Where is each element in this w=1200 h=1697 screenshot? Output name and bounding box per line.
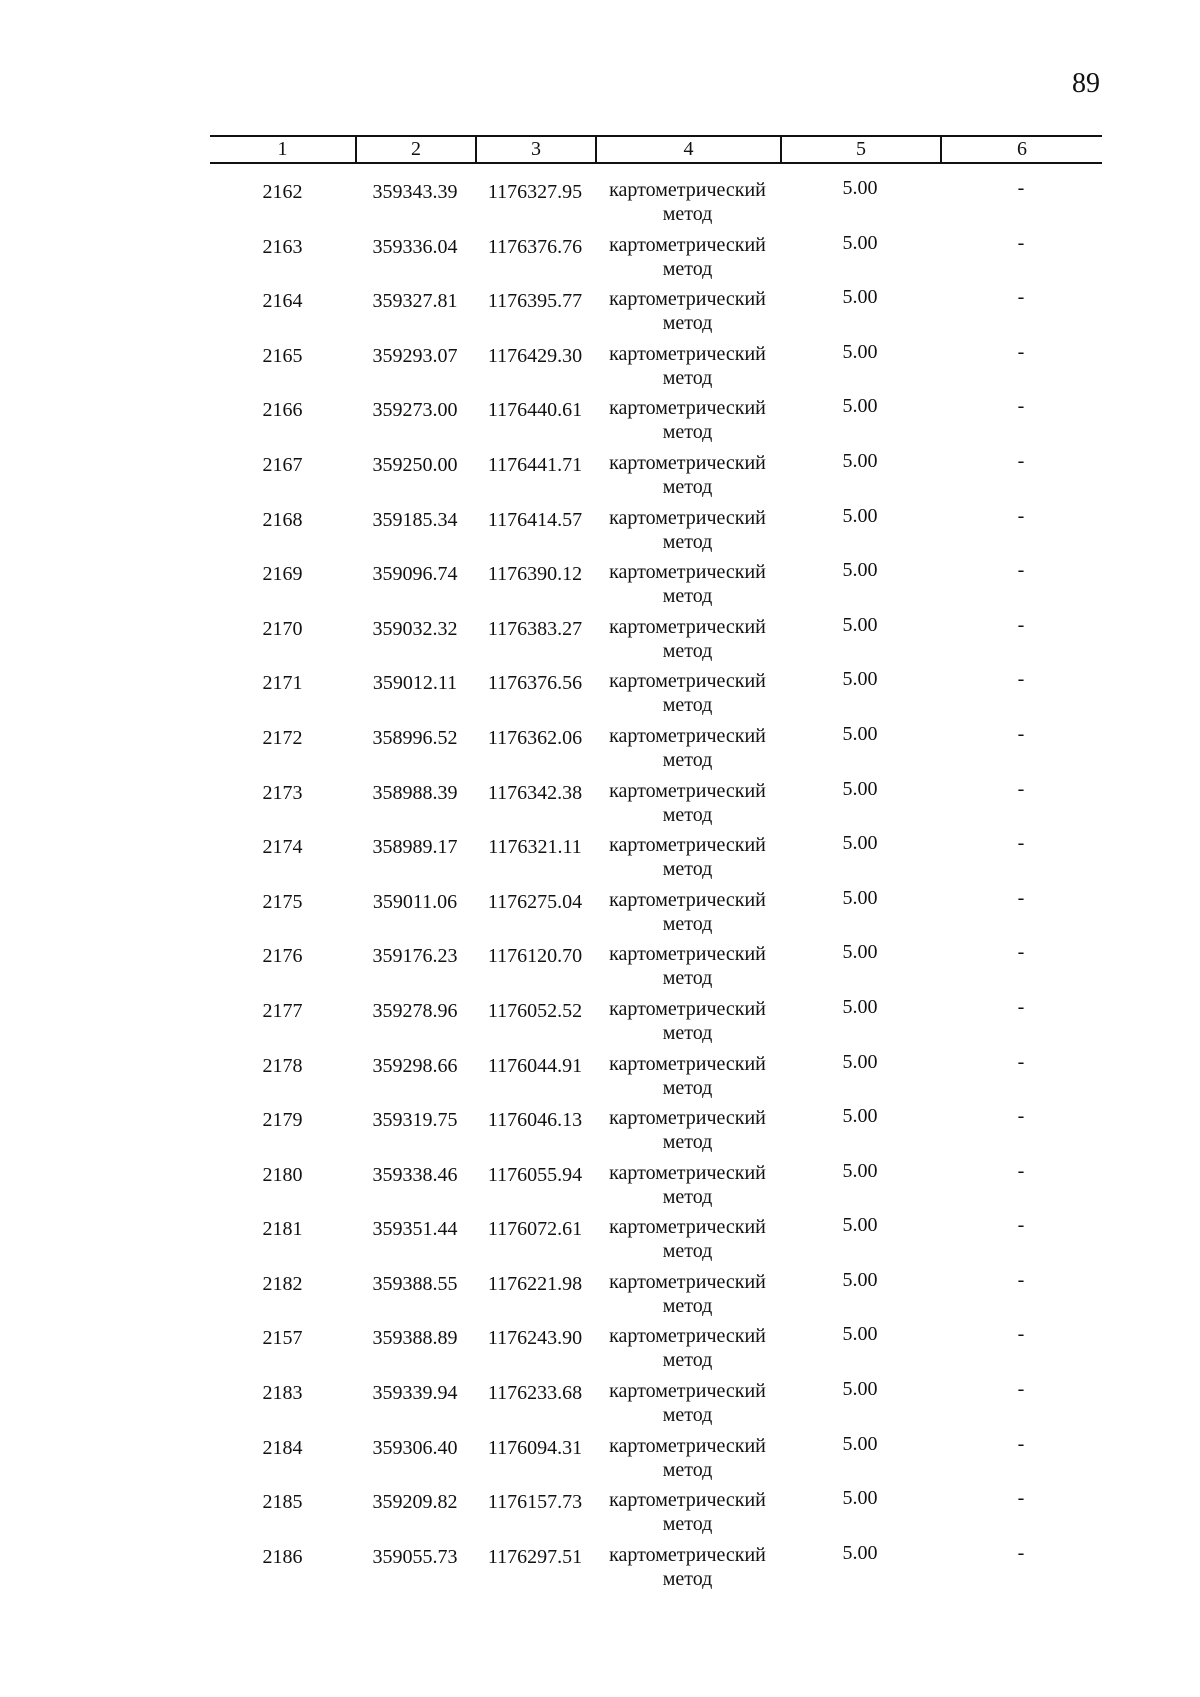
method-line-1: картометрический: [609, 1161, 766, 1184]
point-number: 2174: [262, 836, 303, 859]
note-value: -: [1017, 395, 1025, 418]
header-cell-5: 5: [780, 137, 940, 162]
coordinate-y: 1176297.51: [487, 1545, 583, 1568]
method-line-2: метод: [662, 1076, 713, 1099]
method-line-1: картометрический: [609, 943, 766, 966]
method-line-1: картометрический: [609, 834, 766, 857]
accuracy-value: 5.00: [842, 995, 878, 1018]
coordinate-y: 1176441.71: [487, 453, 583, 476]
table-row: [210, 219, 1102, 280]
point-number: 2185: [262, 1491, 303, 1514]
method-line-2: метод: [662, 366, 713, 389]
coordinate-y: 1176275.04: [487, 890, 583, 913]
coordinate-x: 359209.82: [372, 1491, 458, 1514]
table-row: [210, 382, 1102, 444]
accuracy-value: 5.00: [842, 231, 878, 254]
table-row: [210, 1529, 1102, 1590]
method-line-1: картометрический: [609, 670, 766, 693]
coordinate-x: 359011.06: [372, 890, 458, 913]
method-line-1: картометрический: [609, 397, 766, 420]
accuracy-value: 5.00: [842, 449, 878, 472]
coordinate-y: 1176157.73: [487, 1491, 583, 1514]
method-line-1: картометрический: [609, 342, 766, 365]
method-line-2: метод: [662, 694, 713, 717]
method-line-2: метод: [662, 1458, 713, 1481]
method-line-1: картометрический: [609, 288, 766, 311]
point-number: 2167: [262, 453, 303, 476]
coordinate-y: 1176094.31: [487, 1436, 583, 1459]
coordinate-y: 1176327.95: [487, 181, 583, 203]
note-value: -: [1017, 504, 1025, 527]
coordinate-y: 1176376.76: [487, 235, 583, 258]
coordinate-x: 359096.74: [372, 563, 458, 586]
coordinate-x: 359388.89: [372, 1327, 458, 1350]
note-value: -: [1017, 1541, 1025, 1564]
table-row: [210, 164, 1102, 225]
point-number: 2170: [262, 617, 303, 640]
coordinate-y: 1176120.70: [487, 945, 583, 968]
note-value: -: [1017, 1378, 1025, 1401]
method-line-2: метод: [662, 312, 713, 335]
method-line-2: метод: [662, 803, 713, 826]
table-row: [210, 1147, 1102, 1208]
table-row: [210, 819, 1102, 881]
method-line-2: метод: [662, 1513, 713, 1536]
method-line-2: метод: [662, 967, 713, 990]
coordinate-x: 359012.11: [372, 672, 458, 695]
point-number: 2162: [262, 181, 303, 203]
point-number: 2183: [262, 1382, 303, 1405]
point-number: 2163: [262, 235, 303, 258]
point-number: 2172: [262, 726, 303, 749]
table-row: [210, 1474, 1102, 1536]
accuracy-value: 5.00: [842, 286, 878, 309]
point-number: 2164: [262, 290, 303, 313]
point-number: 2175: [262, 890, 303, 913]
coordinate-x: 359327.81: [372, 290, 458, 313]
note-value: -: [1017, 613, 1025, 636]
coordinate-y: 1176390.12: [487, 563, 583, 586]
note-value: -: [1017, 1050, 1025, 1073]
method-line-1: картометрический: [609, 615, 766, 638]
table-row: [210, 328, 1102, 389]
accuracy-value: 5.00: [842, 1541, 878, 1564]
coordinate-x: 358989.17: [372, 836, 458, 859]
header-cell-6: 6: [940, 137, 1102, 162]
point-number: 2157: [262, 1327, 303, 1350]
accuracy-value: 5.00: [842, 1050, 878, 1073]
point-number: 2182: [262, 1272, 303, 1295]
method-line-1: картометрический: [609, 1543, 766, 1566]
point-number: 2176: [262, 945, 303, 968]
note-value: -: [1017, 777, 1025, 800]
method-line-1: картометрический: [609, 1434, 766, 1457]
table-row: [210, 1420, 1102, 1481]
method-line-1: картометрический: [609, 1216, 766, 1239]
coordinate-x: 359273.00: [372, 399, 458, 422]
table-row: [210, 1201, 1102, 1263]
method-line-2: метод: [662, 421, 713, 444]
table-row: [210, 1038, 1102, 1099]
table-row: [210, 655, 1102, 717]
coordinate-y: 1176221.98: [487, 1272, 583, 1295]
coordinate-x: 359250.00: [372, 453, 458, 476]
coordinate-y: 1176440.61: [487, 399, 583, 422]
accuracy-value: 5.00: [842, 340, 878, 363]
point-number: 2173: [262, 781, 303, 804]
coordinate-x: 359055.73: [372, 1545, 458, 1568]
coordinate-x: 359319.75: [372, 1109, 458, 1132]
point-number: 2169: [262, 563, 303, 586]
point-number: 2171: [262, 672, 303, 695]
method-line-2: метод: [662, 475, 713, 498]
method-line-2: метод: [662, 585, 713, 608]
method-line-1: картометрический: [609, 997, 766, 1020]
method-line-1: картометрический: [609, 1489, 766, 1512]
table-row: [210, 710, 1102, 771]
note-value: -: [1017, 1105, 1025, 1128]
point-number: 2180: [262, 1163, 303, 1186]
table-row: [210, 273, 1102, 335]
method-line-2: метод: [662, 748, 713, 771]
coordinate-x: 359298.66: [372, 1054, 458, 1077]
method-line-1: картометрический: [609, 1380, 766, 1403]
point-number: 2179: [262, 1109, 303, 1132]
note-value: -: [1017, 886, 1025, 909]
coordinate-y: 1176395.77: [487, 290, 583, 313]
method-line-2: метод: [662, 1567, 713, 1590]
note-value: -: [1017, 995, 1025, 1018]
coordinate-x: 359278.96: [372, 999, 458, 1022]
method-line-1: картометрический: [609, 888, 766, 911]
method-line-1: картометрический: [609, 233, 766, 256]
coordinate-x: 359351.44: [372, 1218, 458, 1241]
coordinate-y: 1176414.57: [487, 508, 583, 531]
table-row: [210, 983, 1102, 1044]
coordinate-x: 359388.55: [372, 1272, 458, 1295]
point-number: 2166: [262, 399, 303, 422]
method-line-1: картометрический: [609, 1270, 766, 1293]
note-value: -: [1017, 941, 1025, 964]
coordinate-x: 359338.46: [372, 1163, 458, 1186]
coordinate-y: 1176376.56: [487, 672, 583, 695]
method-line-1: картометрический: [609, 724, 766, 747]
table-row: [210, 1310, 1102, 1372]
point-number: 2186: [262, 1545, 303, 1568]
note-value: -: [1017, 1159, 1025, 1182]
note-value: -: [1017, 832, 1025, 855]
accuracy-value: 5.00: [842, 1487, 878, 1510]
coordinate-y: 1176362.06: [487, 726, 583, 749]
coordinate-x: 359176.23: [372, 945, 458, 968]
table-row: [210, 601, 1102, 662]
coordinate-y: 1176044.91: [487, 1054, 583, 1077]
coordinate-y: 1176052.52: [487, 999, 583, 1022]
note-value: -: [1017, 231, 1025, 254]
method-line-2: метод: [662, 1131, 713, 1154]
point-number: 2165: [262, 344, 303, 367]
header-cell-3: 3: [475, 137, 595, 162]
note-value: -: [1017, 1268, 1025, 1291]
accuracy-value: 5.00: [842, 1105, 878, 1128]
accuracy-value: 5.00: [842, 722, 878, 745]
table-header-row: [210, 135, 1102, 164]
method-line-2: метод: [662, 912, 713, 935]
method-line-1: картометрический: [609, 561, 766, 584]
point-number: 2177: [262, 999, 303, 1022]
note-value: -: [1017, 559, 1025, 582]
table-row: [210, 1256, 1102, 1317]
method-line-2: метод: [662, 858, 713, 881]
note-value: -: [1017, 722, 1025, 745]
coordinates-table: [210, 135, 1102, 1590]
accuracy-value: 5.00: [842, 1268, 878, 1291]
method-line-2: метод: [662, 1294, 713, 1317]
header-cell-4: 4: [595, 137, 780, 162]
table-body: [210, 164, 1102, 1590]
header-cell-1: 1: [277, 138, 288, 160]
coordinate-x: 359336.04: [372, 235, 458, 258]
note-value: -: [1017, 1214, 1025, 1237]
accuracy-value: 5.00: [842, 941, 878, 964]
coordinate-x: 358988.39: [372, 781, 458, 804]
coordinate-x: 359306.40: [372, 1436, 458, 1459]
note-value: -: [1017, 449, 1025, 472]
method-line-1: картометрический: [609, 1325, 766, 1348]
point-number: 2168: [262, 508, 303, 531]
header-cell-2: 2: [355, 137, 475, 162]
accuracy-value: 5.00: [842, 504, 878, 527]
coordinate-x: 359185.34: [372, 508, 458, 531]
note-value: -: [1017, 1487, 1025, 1510]
method-line-2: метод: [662, 1404, 713, 1427]
table-row: [210, 874, 1102, 935]
accuracy-value: 5.00: [842, 1159, 878, 1182]
method-cell: [595, 1543, 780, 1591]
coordinate-y: 1176321.11: [488, 836, 582, 859]
point-number: 2178: [262, 1054, 303, 1077]
accuracy-value: 5.00: [842, 886, 878, 909]
accuracy-value: 5.00: [842, 395, 878, 418]
coordinate-x: 359032.32: [372, 617, 458, 640]
point-number: 2184: [262, 1436, 303, 1459]
coordinate-y: 1176429.30: [487, 344, 583, 367]
method-line-1: картометрический: [609, 1107, 766, 1130]
note-value: -: [1017, 668, 1025, 691]
table-row: [210, 437, 1102, 498]
accuracy-value: 5.00: [842, 668, 878, 691]
table-row: [210, 1365, 1102, 1427]
coordinate-y: 1176233.68: [487, 1382, 583, 1405]
method-line-1: картометрический: [609, 451, 766, 474]
accuracy-value: 5.00: [842, 1214, 878, 1237]
note-value: -: [1017, 340, 1025, 363]
accuracy-value: 5.00: [842, 777, 878, 800]
note-value: -: [1017, 1432, 1025, 1455]
accuracy-value: 5.00: [842, 613, 878, 636]
accuracy-value: 5.00: [842, 1432, 878, 1455]
method-line-2: метод: [662, 530, 713, 553]
method-line-2: метод: [662, 257, 713, 280]
method-line-2: метод: [662, 1349, 713, 1372]
method-line-1: картометрический: [609, 179, 766, 201]
coordinate-y: 1176046.13: [487, 1109, 583, 1132]
method-line-1: картометрический: [609, 506, 766, 529]
coordinate-x: 358996.52: [372, 726, 458, 749]
table-row: [210, 546, 1102, 608]
table-row: [210, 765, 1102, 826]
coordinate-y: 1176383.27: [487, 617, 583, 640]
note-value: -: [1017, 1323, 1025, 1346]
method-line-1: картометрический: [609, 779, 766, 802]
coordinate-y: 1176072.61: [487, 1218, 583, 1241]
accuracy-value: 5.00: [842, 1323, 878, 1346]
accuracy-value: 5.00: [842, 177, 878, 199]
table-row: [210, 1092, 1102, 1154]
coordinate-x: 359293.07: [372, 344, 458, 367]
note-value: -: [1017, 177, 1025, 199]
method-line-2: метод: [662, 203, 713, 225]
accuracy-value: 5.00: [842, 559, 878, 582]
accuracy-value: 5.00: [842, 1378, 878, 1401]
method-line-2: метод: [662, 639, 713, 662]
point-number: 2181: [262, 1218, 303, 1241]
coordinate-x: 359339.94: [372, 1382, 458, 1405]
coordinate-y: 1176342.38: [487, 781, 583, 804]
coordinate-x: 359343.39: [372, 181, 458, 203]
page-number: 89: [1072, 68, 1100, 99]
table-row: [210, 928, 1102, 990]
accuracy-value: 5.00: [842, 832, 878, 855]
table-row: [210, 492, 1102, 553]
method-line-2: метод: [662, 1021, 713, 1044]
note-value: -: [1017, 286, 1025, 309]
method-line-1: картометрический: [609, 1052, 766, 1075]
coordinate-y: 1176243.90: [487, 1327, 583, 1350]
coordinate-y: 1176055.94: [487, 1163, 583, 1186]
method-line-2: метод: [662, 1240, 713, 1263]
method-line-2: метод: [662, 1185, 713, 1208]
